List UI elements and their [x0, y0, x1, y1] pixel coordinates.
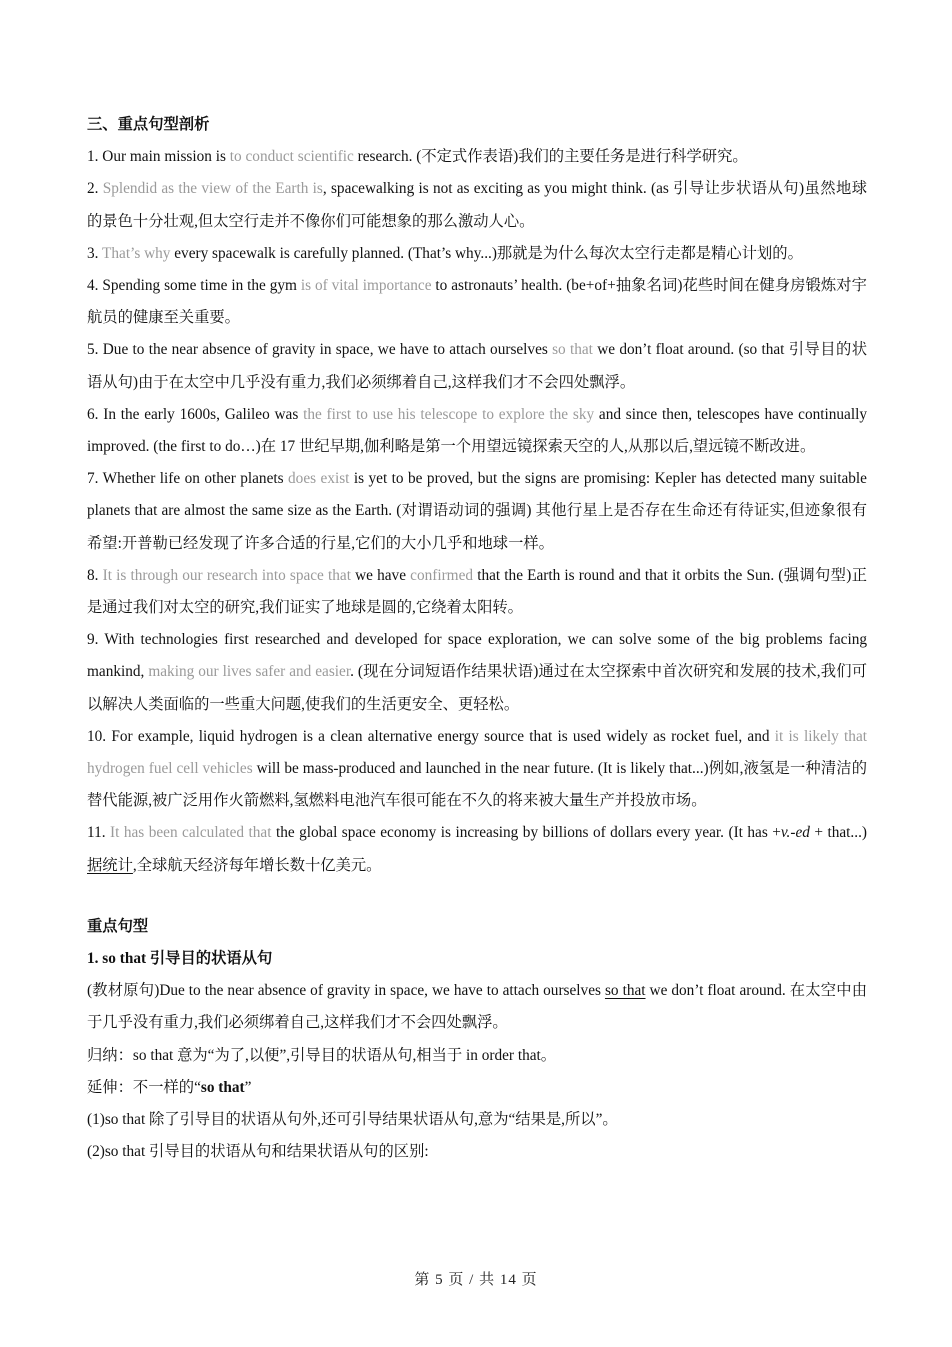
text-segment: + that...)	[809, 824, 867, 842]
text-segment: the global space economy is increasing by billions of dollars every year. (It has +	[271, 824, 781, 842]
underlined-phrase: 据统计	[87, 856, 133, 874]
text-segment: , spacewalking is not as exciting as you might think. (as 引导让步状语从句)虽然地球的景色十分壮观,但太空行走并不像你们可能想象的那么激动人心。	[87, 180, 867, 230]
text-segment: . (现在分词短语作结果状语)通过在太空探索中首次研究和发展的技术,我们可以解决人类面临的一些重大问题,使我们的生活更安全、更轻松。	[87, 663, 867, 713]
highlighted-phrase: making our lives safer and easier	[148, 663, 351, 681]
sentence-item	[87, 975, 867, 1039]
text-segment: 7. Whether life on other planets	[87, 470, 289, 488]
section-heading	[87, 943, 867, 975]
text-segment: 10. For example, liquid hydrogen is a clean alternative energy source that is used widely as rocket fuel, and	[87, 727, 775, 745]
text-segment: 4. Spending some time in the gym	[87, 277, 301, 295]
sentence-item	[87, 1040, 867, 1072]
sentence-item	[87, 1104, 867, 1136]
text-segment: 归纳：so that 意为“为了,以便”,引导目的状语从句,相当于 in order that。	[87, 1046, 557, 1064]
highlighted-phrase: confirmed	[410, 566, 474, 584]
page-footer: 第 5 页 / 共 14 页	[414, 1272, 538, 1288]
text-segment: we have	[350, 566, 411, 584]
highlighted-phrase: Splendid as the view of the Earth is	[102, 180, 323, 198]
sentence-item	[87, 1072, 867, 1104]
sentence-item	[87, 624, 867, 721]
text-segment: so that	[200, 1078, 245, 1096]
text-segment: ,全球航天经济每年增长数十亿美元。	[132, 856, 382, 874]
highlighted-phrase: the first to use his telescope to explore the sky	[303, 405, 595, 423]
sentence-item	[87, 334, 867, 398]
highlighted-phrase: so that	[552, 341, 593, 359]
highlighted-phrase: That’s why	[102, 244, 171, 262]
text-segment: 2.	[87, 180, 103, 198]
sentence-item	[87, 463, 867, 560]
text-segment: we don’t float around. 在太空中由于几乎没有重力,我们必须绑着自己,这样我们才不会四处飘浮。	[87, 982, 867, 1032]
text-segment: is yet to be proved, but the signs are promising: Kepler has detected many suitable planets that are almost the same size as the Earth. (对谓语动词的强调) 其他行星上是否存在生命还有待证实,但迹象很有希望:开普勒已经发现了许多合适的行星,它们的大小几乎和地球一样。	[87, 470, 867, 552]
text-segment: ”	[244, 1078, 252, 1096]
sentence-item	[87, 721, 867, 818]
highlighted-phrase: is of vital importance	[300, 277, 432, 295]
highlighted-phrase: it is likely that hydrogen fuel cell vehicles	[87, 727, 867, 778]
highlighted-phrase: It has been calculated that	[110, 824, 272, 842]
sentence-item	[87, 1136, 867, 1168]
text-segment: v.-ed	[780, 824, 810, 842]
text-segment: will be mass-produced and launched in the near future. (It is likely that...)例如,液氢是一种清洁的替代能源,被广泛用作火箭燃料,氢燃料电池汽车很可能在不久的将来被大量生产并投放市场。	[87, 760, 867, 810]
text-segment: (2)so that 引导目的状语从句和结果状语从句的区别:	[87, 1143, 429, 1161]
sentence-item	[87, 173, 867, 237]
text-segment: 3.	[87, 244, 103, 262]
highlighted-phrase: It is through our research into space that	[102, 566, 351, 584]
text-segment: 三、重点句型剖析	[87, 116, 210, 133]
section-heading	[87, 109, 867, 141]
sentence-item	[87, 238, 867, 270]
text-segment: 5. Due to the near absence of gravity in space, we have to attach ourselves	[87, 341, 553, 359]
sentence-item	[87, 270, 867, 334]
text-segment: 9. With technologies first researched and developed for space exploration, we can solve some of the big problems facing mankind,	[87, 631, 867, 681]
text-segment: 1. so that 引导目的状语从句	[87, 950, 273, 968]
underlined-phrase: so that	[604, 982, 646, 1000]
text-segment: 8.	[87, 566, 103, 584]
blank-line	[87, 882, 867, 911]
text-segment: (教材原句)Due to the near absence of gravity in space, we have to attach ourselves	[87, 982, 605, 1000]
text-segment: to astronauts’ health. (be+of+抽象名词)花些时间在健身房锻炼对宇航员的健康至关重要。	[87, 277, 867, 327]
text-segment: every spacewalk is carefully planned. (That’s why...)那就是为什么每次太空行走都是精心计划的。	[170, 244, 803, 262]
text-segment: and since then, telescopes have continually improved. (the first to do…)在 17 世纪早期,伽利略是第一个用望远镜探索天空的人,从那以后,望远镜不断改进。	[87, 405, 867, 456]
text-segment: we don’t float around. (so that 引导目的状语从句)由于在太空中几乎没有重力,我们必须绑着自己,这样我们才不会四处飘浮。	[87, 341, 867, 391]
text-segment: 6. In the early 1600s, Galileo was	[87, 405, 304, 423]
highlighted-phrase: to conduct scientific	[229, 148, 354, 166]
text-segment: 1. Our main mission is	[87, 148, 230, 166]
document-body	[87, 109, 867, 1169]
highlighted-phrase: does exist	[288, 470, 350, 488]
text-segment: 11.	[87, 824, 111, 842]
text-segment: 重点句型	[87, 917, 149, 935]
sentence-item	[87, 817, 867, 881]
sentence-item	[87, 399, 867, 463]
text-segment: research. (不定式作表语)我们的主要任务是进行科学研究。	[353, 148, 748, 166]
sentence-item	[87, 141, 867, 173]
section-heading	[87, 911, 867, 943]
text-segment: 延伸：不一样的“	[87, 1078, 201, 1096]
text-segment: (1)so that 除了引导目的状语从句外,还可引导结果状语从句,意为“结果是,所以”。	[87, 1111, 618, 1129]
sentence-item	[87, 560, 867, 624]
text-segment: that the Earth is round and that it orbits the Sun. (强调句型)正是通过我们对太空的研究,我们证实了地球是圆的,它绕着太阳转。	[87, 566, 868, 617]
